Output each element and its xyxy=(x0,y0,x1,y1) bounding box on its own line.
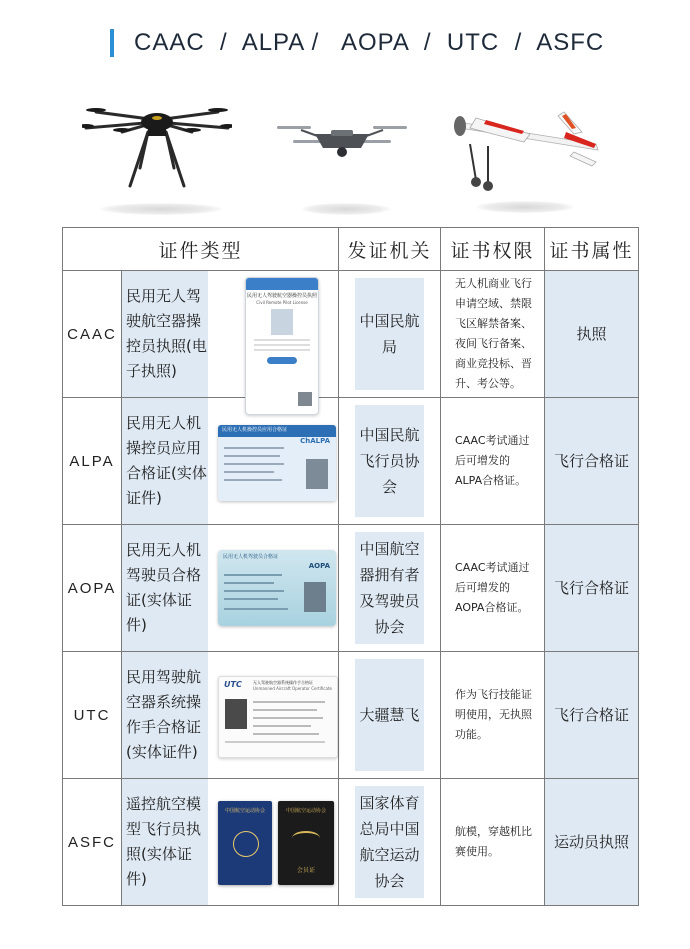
certificate-table xyxy=(62,227,639,906)
page-title xyxy=(110,26,604,60)
rc-airplane-shadow xyxy=(476,201,574,213)
row-type-cell xyxy=(122,525,339,652)
row-permission: 无人机商业飞行申请空域、禁限飞区解禁备案、夜间飞行备案、商业竞投标、晋升、考公等。 xyxy=(441,271,545,398)
row-permission: 作为飞行技能证明使用，无执照功能。 xyxy=(441,652,545,779)
utc-card-subtitle: Unmanned Aircraft Operator Certificate xyxy=(253,686,332,691)
utc-card-title: 无人驾驶航空器系统操作手合格证 xyxy=(253,680,313,685)
row-code: ALPA xyxy=(63,398,122,525)
row-attribute: 飞行合格证 xyxy=(545,398,639,525)
table-row xyxy=(63,398,639,525)
asfc-emblem-icon xyxy=(233,831,259,857)
hexacopter-shadow xyxy=(100,203,222,215)
asfc-black-label: 会员证 xyxy=(296,867,315,874)
row-type-cell xyxy=(122,652,339,779)
row-issuer: 中国民航局 xyxy=(355,278,424,390)
row-code: AOPA xyxy=(63,525,122,652)
header-permission: 证书权限 xyxy=(441,228,545,271)
row-issuer: 中国民航飞行员协会 xyxy=(355,405,424,517)
aopa-logo: AOPA xyxy=(308,562,330,570)
header-attribute: 证书属性 xyxy=(545,228,639,271)
utc-photo xyxy=(225,699,247,729)
asfc-black-title: 中国航空运动协会 xyxy=(285,808,326,814)
row-code: CAAC xyxy=(63,271,122,398)
rc-airplane-image xyxy=(446,98,606,194)
row-type: 民用无人驾驶航空器操控员执照(电子执照) xyxy=(126,287,207,380)
asfc-booklet-black-image xyxy=(278,801,334,885)
row-issuer-cell xyxy=(339,271,441,398)
row-issuer-cell xyxy=(339,525,441,652)
row-type-cell xyxy=(122,779,339,906)
table-row xyxy=(63,525,639,652)
row-attribute: 执照 xyxy=(545,271,639,398)
utc-card-image xyxy=(218,676,338,758)
quadcopter-shadow xyxy=(302,203,390,215)
row-issuer: 大疆慧飞 xyxy=(355,659,424,771)
row-type: 遥控航空模型飞行员执照(实体证件) xyxy=(126,795,202,888)
alpa-photo xyxy=(306,459,328,489)
aopa-card-title: 民用无人机驾驶员合格证 xyxy=(223,554,279,560)
row-type: 民用无人机操控员应用合格证(实体证件) xyxy=(126,414,207,507)
table-row xyxy=(63,779,639,906)
hexacopter-image xyxy=(82,98,232,190)
row-attribute: 飞行合格证 xyxy=(545,652,639,779)
row-attribute: 运动员执照 xyxy=(545,779,639,906)
header-cert-type: 证件类型 xyxy=(63,228,339,271)
row-permission: CAAC考试通过后可增发的ALPA合格证。 xyxy=(441,398,545,525)
header-issuer: 发证机关 xyxy=(339,228,441,271)
caac-card-title: 民用无人驾驶航空器操控员执照 xyxy=(246,293,317,299)
aopa-photo xyxy=(304,582,326,612)
row-permission: CAAC考试通过后可增发的AOPA合格证。 xyxy=(441,525,545,652)
asfc-blue-title: 中国航空运动协会 xyxy=(224,808,265,814)
row-issuer: 国家体育总局中国航空运动协会 xyxy=(355,786,424,898)
asfc-booklet-blue-image xyxy=(218,801,272,885)
title-text: CAAC / ALPA / AOPA / UTC / ASFC xyxy=(134,29,605,56)
row-issuer-cell xyxy=(339,652,441,779)
row-permission: 航模，穿越机比赛使用。 xyxy=(441,779,545,906)
row-type: 民用驾驶航空器系统操作手合格证(实体证件) xyxy=(126,668,202,761)
alpa-card-title: 民用无人机操控员应用合格证 xyxy=(222,427,288,433)
row-type-cell xyxy=(122,398,339,525)
aopa-card-image xyxy=(218,550,336,626)
utc-logo: UTC xyxy=(224,680,242,689)
table-row xyxy=(63,652,639,779)
row-issuer-cell xyxy=(339,398,441,525)
caac-e-license-image xyxy=(245,277,319,415)
row-attribute: 飞行合格证 xyxy=(545,525,639,652)
quadcopter-image xyxy=(271,118,413,160)
asfc-wings-icon xyxy=(292,831,320,845)
alpa-card-image xyxy=(218,425,336,501)
row-code: ASFC xyxy=(63,779,122,906)
table-header-row xyxy=(63,228,639,271)
caac-card-subtitle: Civil Remote Pilot License xyxy=(256,300,308,305)
row-type: 民用无人机驾驶员合格证(实体证件) xyxy=(126,541,202,634)
table-row xyxy=(63,271,639,398)
caac-photo xyxy=(271,309,293,335)
row-issuer: 中国航空器拥有者及驾驶员协会 xyxy=(355,532,424,644)
row-issuer-cell xyxy=(339,779,441,906)
row-code: UTC xyxy=(63,652,122,779)
alpa-logo: ChALPA xyxy=(300,437,330,445)
row-type-cell xyxy=(122,271,339,398)
title-accent-bar xyxy=(110,29,114,57)
